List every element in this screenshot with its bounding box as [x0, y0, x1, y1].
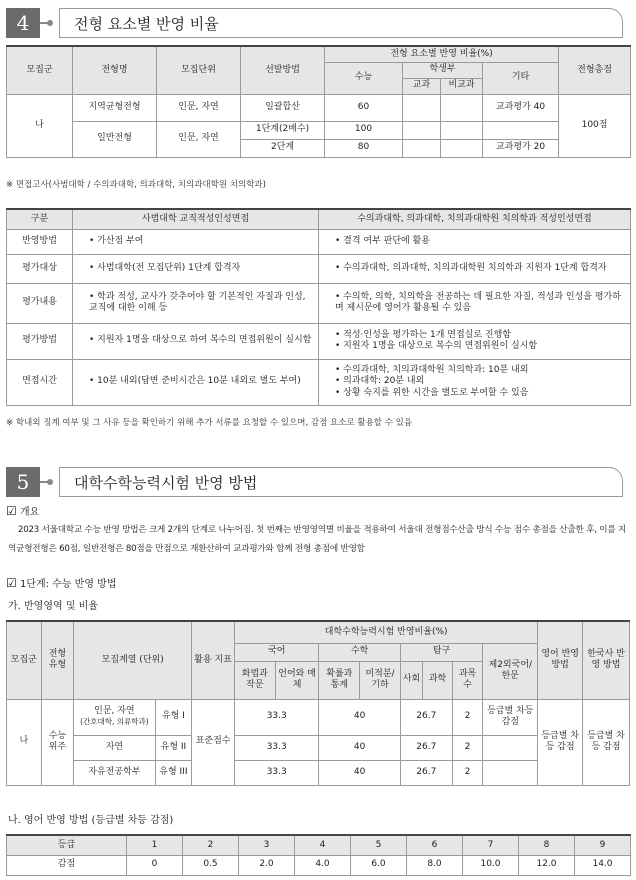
- table-cell: 2.0: [239, 855, 295, 875]
- table-cell: 평가대상: [7, 254, 73, 283]
- table-cell: [73, 283, 319, 323]
- table-cell: [319, 359, 631, 405]
- header-cell: 수학: [319, 643, 400, 661]
- table-cell: 60: [325, 94, 403, 121]
- table-cell: 33.3: [234, 699, 318, 735]
- sub-heading-b: 나. 영어 반영 방법 (등급별 차등 감점): [8, 815, 174, 826]
- header-cell: 모집단위: [157, 46, 241, 94]
- table-cell: 40: [319, 735, 400, 760]
- bullet-item: • 10분 내외(답변 준비시간은 10분 내외로 별도 부여): [89, 376, 316, 387]
- header-cell: 언어와 매체: [275, 661, 319, 699]
- english-table: [6, 834, 631, 876]
- table-cell: [403, 139, 441, 157]
- table-cell: 지역균형전형: [73, 94, 157, 121]
- table-cell: 교과평가 40: [483, 94, 559, 121]
- table-cell: 교과평가 20: [483, 139, 559, 157]
- table-cell: 나: [7, 699, 42, 785]
- overview-text: 2023 서울대학교 수능 반영 방법은 크게 2개의 단계로 나누어짐. 첫 번째는 반영영역별 비율을 적용하여 서울대 전형점수산출 방식 수능 점수 총점을 산출한 후, 이를 지역균형전형은 60점, 일반전형은 80점을 만점으로 재환산하여 교과평가와 함께 전형 총점에 반영함: [8, 525, 627, 554]
- table-cell: 표준점수: [192, 699, 235, 785]
- table-cell: 수능 위주: [41, 699, 74, 785]
- overview-heading: ☑ 개요: [6, 504, 40, 518]
- table-cell: 10.0: [463, 855, 519, 875]
- table-cell: 2단계: [241, 139, 325, 157]
- header-cell: 탐구: [400, 643, 482, 661]
- table-cell: 26.7: [400, 699, 452, 735]
- bullet-item: • 학과 적성, 교사가 갖추어야 할 기본적인 자질과 인성, 교직에 대한 이해 등: [89, 292, 316, 315]
- bullet-item: • 수의학, 의학, 치의학을 전공하는 데 필요한 자질, 적성과 인성을 평가하며 제시문에 영어가 활용될 수 있음: [335, 292, 628, 315]
- table-cell: 100: [325, 121, 403, 139]
- header-cell: 전형 유형: [41, 621, 74, 699]
- table-cell: 인문, 자연: [157, 94, 241, 121]
- header-cell: 영어 반영 방법: [538, 621, 583, 699]
- section-number: 5: [6, 467, 40, 497]
- sub-heading-a: 가. 반영영역 및 비율: [8, 601, 98, 612]
- table-cell: 2: [452, 760, 483, 785]
- header-cell: 7: [463, 835, 519, 855]
- table-cell: [403, 121, 441, 139]
- section-4-header: [6, 8, 623, 38]
- header-cell: 모집군: [7, 46, 73, 94]
- table-cell: 33.3: [234, 760, 318, 785]
- section-5-header: [6, 467, 623, 497]
- table-cell: 평가내용: [7, 283, 73, 323]
- section-number: 4: [6, 8, 40, 38]
- header-cell: 국어: [234, 643, 318, 661]
- header-cell: 수능: [325, 62, 403, 94]
- table-cell: [73, 254, 319, 283]
- table-cell: 2: [452, 735, 483, 760]
- table-cell: [441, 121, 483, 139]
- header-cell: 한국사 반영 방법: [583, 621, 630, 699]
- header-cell: 수의과대학, 의과대학, 치의과대학원 치의학과 적성인성면접: [319, 209, 631, 229]
- table-cell: [483, 735, 538, 760]
- header-cell: 비교과: [441, 78, 483, 94]
- header-cell: 3: [239, 835, 295, 855]
- header-cell: 사회: [400, 661, 422, 699]
- suneung-table: [6, 620, 630, 786]
- table-cell: 일괄합산: [241, 94, 325, 121]
- table-cell: 0: [127, 855, 183, 875]
- ratio-table: [6, 45, 631, 158]
- table-cell: 40: [319, 760, 400, 785]
- header-cell: 모집계열 (단위): [74, 621, 192, 699]
- table-cell: 14.0: [575, 855, 631, 875]
- note-1: ※ 면접고사(사범대학 / 수의과대학, 의과대학, 치의과대학원 치의학과): [6, 180, 266, 190]
- header-cell: 전형명: [73, 46, 157, 94]
- header-cell: 대학수학능력시험 반영비율(%): [234, 621, 537, 643]
- header-cell: 구분: [7, 209, 73, 229]
- table-cell: 자유전공학부: [74, 760, 155, 785]
- table-cell: 인문, 자연: [157, 121, 241, 157]
- header-cell: 4: [295, 835, 351, 855]
- table-cell: 12.0: [519, 855, 575, 875]
- table-cell: 자연: [74, 735, 155, 760]
- stage1-heading: ☑ 1단계: 수능 반영 방법: [6, 576, 117, 590]
- checkbox-icon: ☑: [6, 576, 17, 590]
- header-cell: 학생부: [403, 62, 483, 78]
- table-cell: [73, 359, 319, 405]
- table-cell: 40: [319, 699, 400, 735]
- header-cell: 확률과 통계: [319, 661, 360, 699]
- table-cell: [441, 94, 483, 121]
- header-cell: 1: [127, 835, 183, 855]
- header-cell: 9: [575, 835, 631, 855]
- table-cell: 반영방법: [7, 229, 73, 254]
- header-cell: 화법과 작문: [234, 661, 275, 699]
- section-title: 대학수학능력시험 반영 방법: [59, 467, 623, 497]
- bullet-item: • 가산점 부여: [89, 236, 316, 247]
- interview-table: [6, 208, 631, 406]
- table-cell: 감점: [7, 855, 127, 875]
- header-cell: 과학: [423, 661, 453, 699]
- table-cell: 26.7: [400, 760, 452, 785]
- table-cell: 등급별 차등 감점: [538, 699, 583, 785]
- note-2: ※ 학내외 징계 여부 및 그 사유 등을 확인하기 위해 추가 서류를 요청할 수 있으며, 감점 요소로 활용할 수 있음: [6, 418, 413, 428]
- table-cell: 인문, 자연 (간호대학, 의류학과): [74, 699, 155, 735]
- header-cell: 기타: [483, 62, 559, 94]
- header-cell: 2: [183, 835, 239, 855]
- table-cell: 6.0: [351, 855, 407, 875]
- table-cell: 33.3: [234, 735, 318, 760]
- header-cell: 활용 지표: [192, 621, 235, 699]
- table-cell: 4.0: [295, 855, 351, 875]
- header-cell: 미적분/ 기하: [360, 661, 401, 699]
- header-cell: 6: [407, 835, 463, 855]
- bullet-item: • 결격 여부 판단에 활용: [335, 236, 628, 247]
- table-cell: [319, 229, 631, 254]
- table-cell: 80: [325, 139, 403, 157]
- bullet-item: • 사범대학(전 모집단위) 1단계 합격자: [89, 263, 316, 274]
- table-cell: 1단계(2배수): [241, 121, 325, 139]
- header-cell: 전형 요소별 반영 비율(%): [325, 46, 559, 62]
- table-cell: [319, 254, 631, 283]
- header-cell: 등급: [7, 835, 127, 855]
- table-cell: 등급별 차등 감점: [483, 699, 538, 735]
- header-cell: 전형총점: [559, 46, 631, 94]
- table-cell: [441, 139, 483, 157]
- table-cell: 일반전형: [73, 121, 157, 157]
- table-cell: 유형 III: [155, 760, 192, 785]
- table-cell: 2: [452, 699, 483, 735]
- table-cell: [73, 323, 319, 359]
- table-cell: [73, 229, 319, 254]
- header-cell: 교과: [403, 78, 441, 94]
- header-cell: 5: [351, 835, 407, 855]
- table-cell: 유형 II: [155, 735, 192, 760]
- bullet-item: • 의과대학: 20분 내외: [335, 376, 628, 387]
- bullet-item: • 수의과대학, 치의과대학원 치의학과: 10분 내외: [335, 365, 628, 376]
- bullet-item: • 적성·인성을 평가하는 1개 면접실로 진행함: [335, 330, 628, 341]
- bullet-item: • 지원자 1명을 대상으로 하여 복수의 면접위원이 실시함: [89, 335, 316, 346]
- section-title: 전형 요소별 반영 비율: [59, 8, 623, 38]
- table-cell: 등급별 차등 감점: [583, 699, 630, 785]
- table-cell: [403, 94, 441, 121]
- bullet-item: • 수의과대학, 의과대학, 치의과대학원 치의학과 지원자 1단계 합격자: [335, 263, 628, 274]
- bullet-item: • 상황 숙지를 위한 시간을 별도로 부여할 수 있음: [335, 388, 628, 399]
- header-cell: 과목수: [452, 661, 483, 699]
- table-cell: [319, 323, 631, 359]
- table-cell: [483, 760, 538, 785]
- table-cell: [483, 121, 559, 139]
- bullet-item: • 지원자 1명을 대상으로 복수의 면접위원이 실시함: [335, 341, 628, 352]
- header-cell: 모집군: [7, 621, 42, 699]
- header-cell: 제2외국어/ 한문: [483, 643, 538, 699]
- table-cell: 8.0: [407, 855, 463, 875]
- table-cell: 26.7: [400, 735, 452, 760]
- checkbox-icon: ☑: [6, 504, 17, 518]
- header-cell: 8: [519, 835, 575, 855]
- table-cell: 평가방법: [7, 323, 73, 359]
- group-cell: 나: [7, 94, 73, 157]
- table-cell: [319, 283, 631, 323]
- table-cell: 면접시간: [7, 359, 73, 405]
- header-cell: 사범대학 교직적성인성면접: [73, 209, 319, 229]
- header-cell: 선발방법: [241, 46, 325, 94]
- table-cell: 유형 I: [155, 699, 192, 735]
- total-cell: 100점: [559, 94, 631, 157]
- table-cell: 0.5: [183, 855, 239, 875]
